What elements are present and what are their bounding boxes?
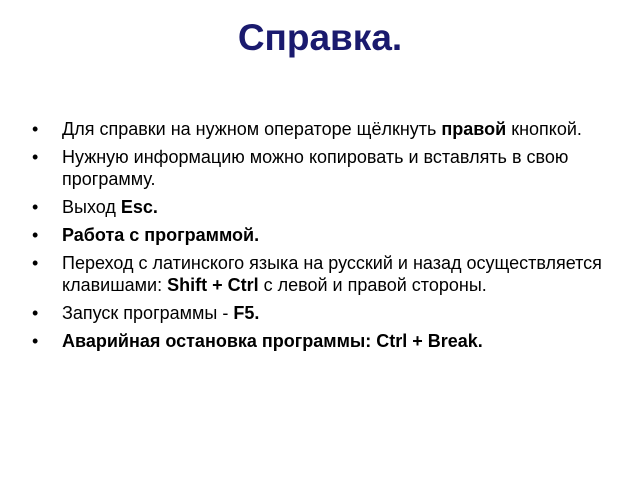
bullet-text: Для справки на нужном операторе щёлкнуть [62, 119, 442, 139]
bullet-text: с левой и правой стороны. [258, 275, 487, 295]
bullet-dot-icon: • [32, 303, 39, 323]
bullet-text: кнопкой. [506, 119, 582, 139]
bullet-dot-icon: • [32, 119, 39, 139]
bullet-item [30, 196, 610, 218]
slide-title: Справка. [237, 17, 403, 58]
bullet-item [30, 118, 610, 140]
bullet-item [30, 330, 610, 352]
bullet-text: Выход [62, 197, 121, 217]
bullet-dot-icon: • [32, 253, 39, 273]
bullet-text-bold: правой [441, 119, 507, 139]
bullet-list [30, 118, 610, 358]
bullet-item [30, 302, 610, 324]
bullet-text-bold: F5. [233, 303, 260, 323]
bullet-item [30, 146, 610, 190]
bullet-dot-icon: • [32, 147, 39, 167]
bullet-item [30, 224, 610, 246]
bullet-dot-icon: • [32, 331, 39, 351]
bullet-text: Запуск программы - [62, 303, 234, 323]
bullet-text-bold: Работа с программой. [62, 225, 260, 245]
bullet-dot-icon: • [32, 225, 39, 245]
bullet-text-bold: Shift + Ctrl [167, 275, 259, 295]
bullet-text: Нужную информацию можно копировать и вставлять в свою программу. [62, 147, 569, 189]
bullet-dot-icon: • [32, 197, 39, 217]
bullet-text-bold: Аварийная остановка программы: Ctrl + Break. [62, 331, 483, 351]
bullet-item [30, 252, 610, 296]
bullet-text-bold: Esc. [120, 197, 158, 217]
bullet-text: Переход с латинского языка на русский и назад осуществляется клавишами: [62, 253, 602, 295]
